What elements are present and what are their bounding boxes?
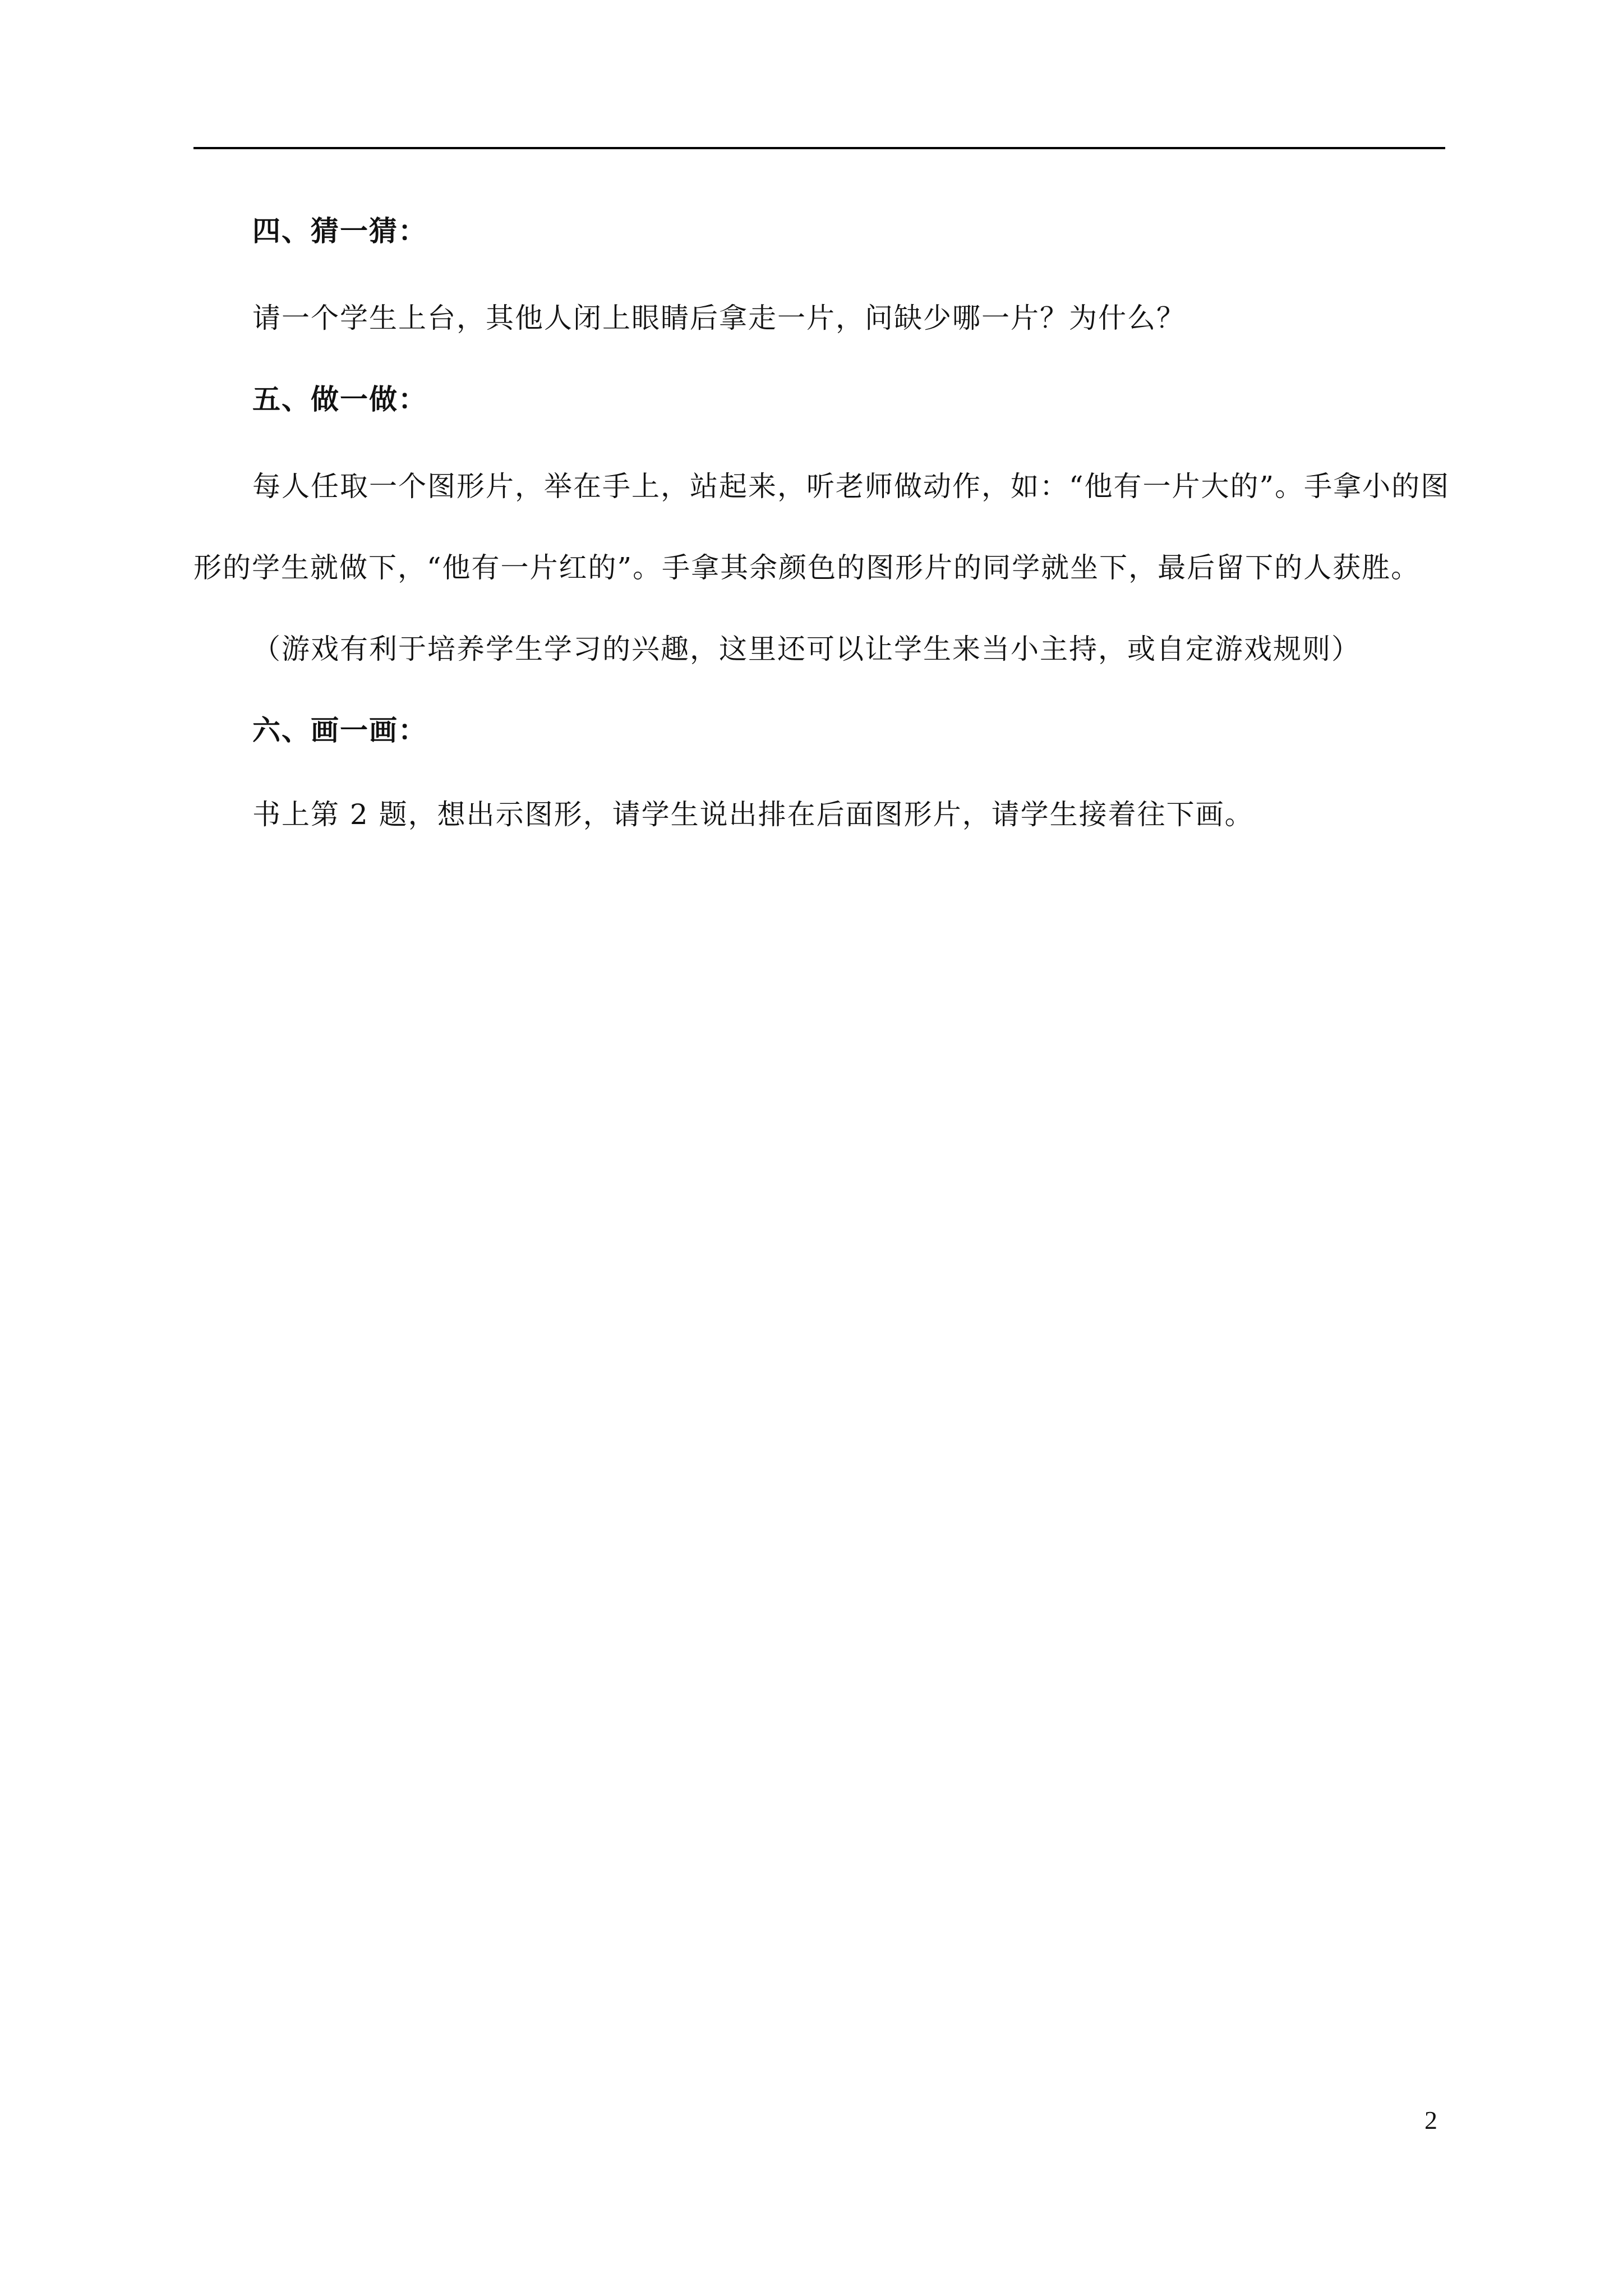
header-rule <box>193 147 1445 149</box>
section-heading-draw: 六、画一画： <box>252 714 427 747</box>
section-note-do: （游戏有利于培养学生学习的兴趣，这里还可以让学生来当小主持，或自定游戏规则） <box>252 633 1361 665</box>
section-body-do-line1: 每人任取一个图形片，举在手上，站起来，听老师做动作，如：“他有一片大的”。手拿小的图 <box>252 470 1450 503</box>
page-number: 2 <box>1424 2106 1437 2134</box>
section-body-draw: 书上第 2 题，想出示图形，请学生说出排在后面图形片，请学生接着往下画。 <box>252 798 1254 831</box>
section-body-do-line2: 形的学生就做下，“他有一片红的”。手拿其余颜色的图形片的同学就坐下，最后留下的人获胜。 <box>193 551 1421 584</box>
section-body-guess: 请一个学生上台，其他人闭上眼睛后拿走一片，问缺少哪一片？为什么？ <box>252 302 1186 334</box>
section-heading-do: 五、做一做： <box>252 383 427 416</box>
section-heading-guess: 四、猜一猜： <box>252 214 427 247</box>
